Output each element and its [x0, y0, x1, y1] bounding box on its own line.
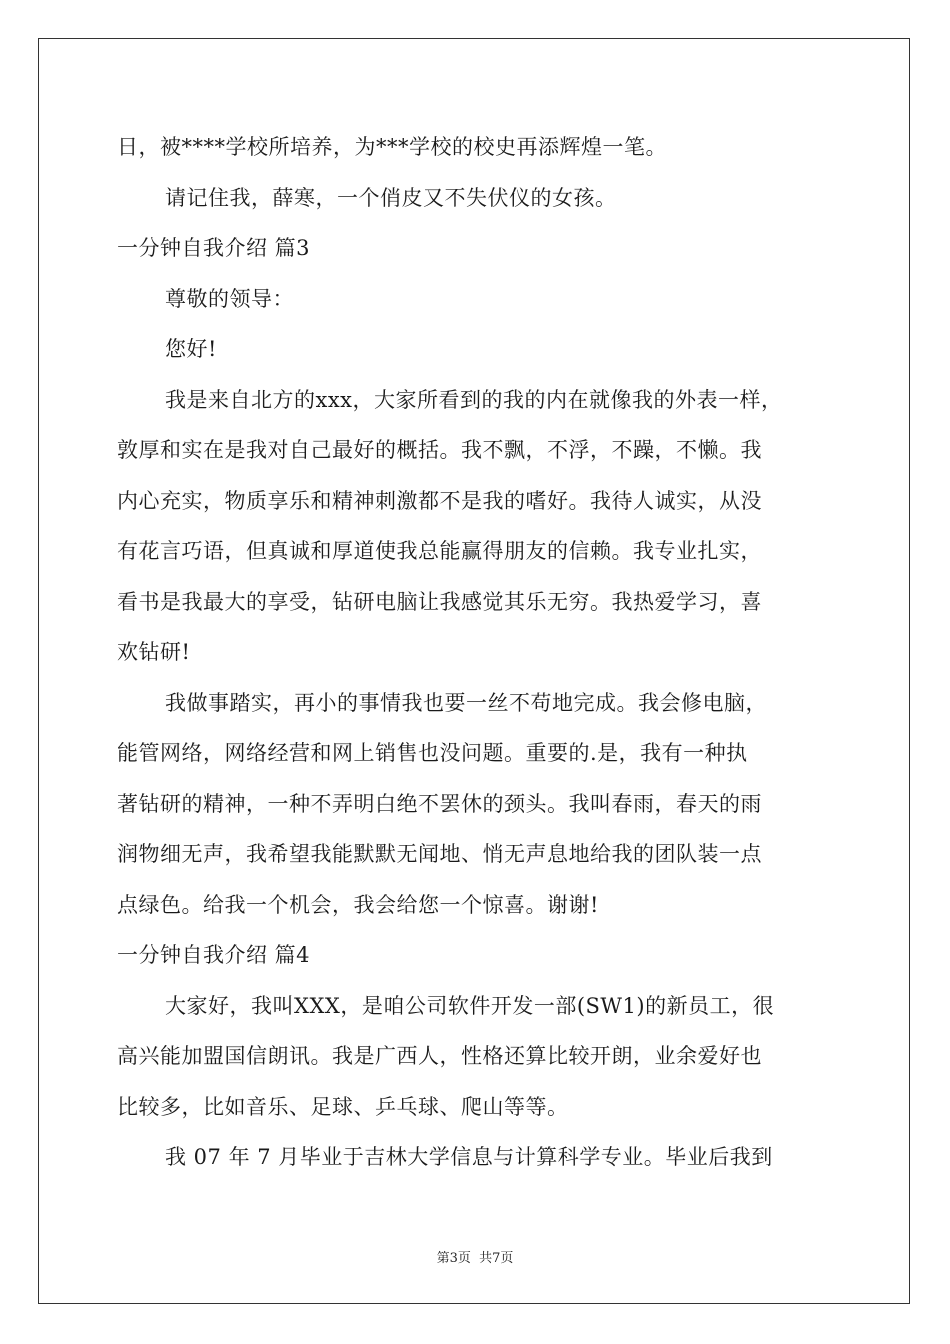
text-line: 您好!: [165, 337, 217, 361]
page-footer: [0, 1247, 950, 1266]
text-line: 内心充实，物质享乐和精神刺激都不是我的嗜好。我待人诚实，从没: [117, 488, 762, 513]
text-line: 著钻研的精神，一种不弄明白绝不罢休的颈头。我叫春雨，春天的雨: [117, 791, 762, 816]
text-line: 欢钻研!: [117, 640, 191, 664]
text-line: 能管网络，网络经营和网上销售也没问题。重要的.是，我有一种执: [117, 741, 748, 765]
text-line: 润物细无声，我希望我能默默无闻地、悄无声息地给我的团队装一点: [117, 842, 762, 866]
text-line: 我 07 年 7 月毕业于吉林大学信息与计算科学专业。毕业后我到: [165, 1145, 773, 1169]
text-line: 一分钟自我介绍 篇3: [117, 236, 311, 260]
text-line: 我做事踏实，再小的事情我也要一丝不苟地完成。我会修电脑，: [165, 690, 767, 715]
document-body: [117, 122, 837, 1183]
page-total: 共7页: [479, 1251, 514, 1266]
text-line: 一分钟自我介绍 篇4: [117, 943, 311, 967]
text-line: 有花言巧语，但真诚和厚道使我总能赢得朋友的信赖。我专业扎实，: [117, 539, 762, 563]
text-line: 尊敬的领导：: [165, 286, 294, 311]
text-line: 我是来自北方的xxx，大家所看到的我的内在就像我的外表一样，: [165, 387, 783, 412]
text-line: 敦厚和实在是我对自己最好的概括。我不飘，不浮，不躁，不懒。我: [117, 438, 762, 462]
text-line: 高兴能加盟国信朗讯。我是广西人，性格还算比较开朗，业余爱好也: [117, 1044, 762, 1068]
text-line: 请记住我，薛寒，一个俏皮又不失伏仪的女孩。: [165, 185, 617, 210]
text-line: 看书是我最大的享受，钻研电脑让我感觉其乐无穷。我热爱学习，喜: [117, 589, 762, 614]
text-line: 点绿色。给我一个机会，我会给您一个惊喜。谢谢!: [117, 892, 599, 917]
text-line: 比较多，比如音乐、足球、乒乓球、爬山等等。: [117, 1094, 569, 1119]
text-line: 大家好，我叫XXX，是咱公司软件开发一部(SW1)的新员工，很: [165, 993, 775, 1018]
text-line: 日，被****学校所培养，为***学校的校史再添辉煌一笔。: [117, 135, 667, 159]
page-number: 第3页: [436, 1251, 471, 1266]
